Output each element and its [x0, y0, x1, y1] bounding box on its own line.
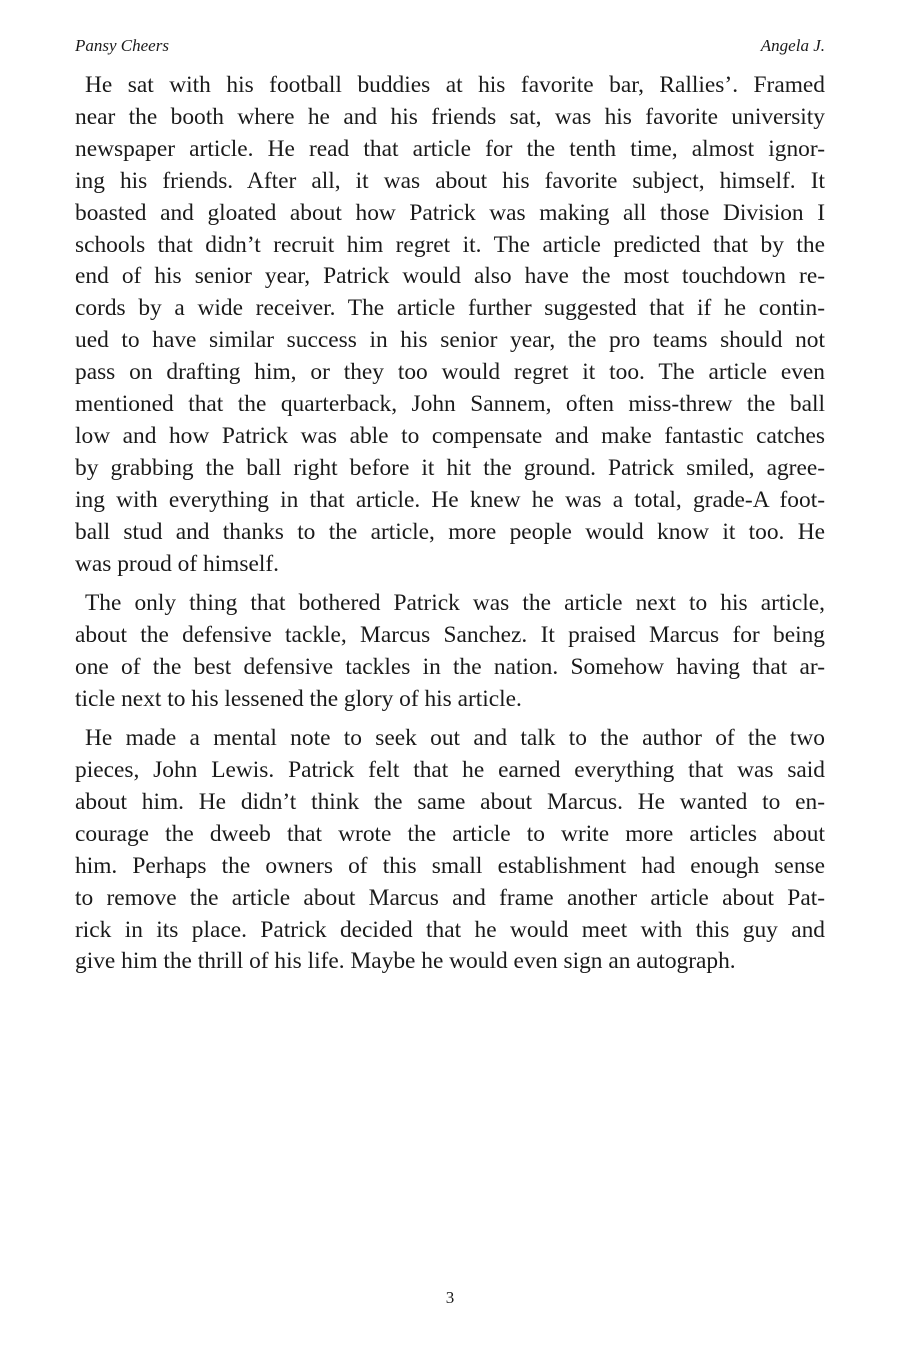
- text-line: by grabbing the ball right before it hit the ground. Patrick smiled, agree-: [75, 454, 825, 481]
- text-line: He sat with his football buddies at his favorite bar, Rallies’. Framed: [85, 72, 825, 98]
- text-line: was proud of himself.: [75, 550, 279, 577]
- text-line: He made a mental note to seek out and talk to the author of the two: [85, 725, 825, 752]
- text-line: low and how Patrick was able to compensate and make fantastic catches: [75, 422, 825, 449]
- text-line: ticle next to his lessened the glory of his article.: [75, 685, 522, 712]
- text-line: pieces, John Lewis. Patrick felt that he earned everything that was said: [75, 757, 825, 784]
- text-line: to remove the article about Marcus and frame another article about Pat-: [75, 884, 825, 911]
- text-line: boasted and gloated about how Patrick was making all those Division I: [75, 199, 825, 226]
- text-line: ing his friends. After all, it was about his favorite subject, himself. It: [75, 167, 825, 194]
- text-line: pass on drafting him, or they too would regret it too. The article even: [75, 359, 825, 386]
- text-line: one of the best defensive tackles in the nation. Somehow having that ar-: [75, 653, 825, 680]
- text-line: The only thing that bothered Patrick was the article next to his article,: [85, 590, 825, 616]
- text-line: courage the dweeb that wrote the article to write more articles about: [75, 820, 825, 847]
- text-line: newspaper article. He read that article for the tenth time, almost ignor-: [75, 135, 825, 162]
- text-line: end of his senior year, Patrick would also have the most touchdown re-: [75, 263, 825, 290]
- text-line: rick in its place. Patrick decided that he would meet with this guy and: [75, 916, 825, 943]
- text-line: mentioned that the quarterback, John Sannem, often miss-threw the ball: [75, 391, 825, 418]
- paragraph: [75, 723, 825, 978]
- page-body: [75, 70, 825, 986]
- paragraph: [75, 588, 825, 716]
- text-line: about him. He didn’t think the same about Marcus. He wanted to en-: [75, 788, 825, 815]
- text-line: give him the thrill of his life. Maybe he would even sign an autograph.: [75, 948, 736, 975]
- text-line: ued to have similar success in his senior year, the pro teams should not: [75, 327, 825, 354]
- book-title: Pansy Cheers: [75, 36, 169, 55]
- page-number: 3: [445, 1288, 455, 1307]
- text-line: him. Perhaps the owners of this small establishment had enough sense: [75, 852, 825, 879]
- text-line: ball stud and thanks to the article, more people would know it too. He: [75, 518, 825, 545]
- paragraph: [75, 70, 825, 581]
- running-header: [75, 36, 825, 58]
- author-name: Angela J.: [760, 36, 825, 55]
- text-line: cords by a wide receiver. The article further suggested that if he contin-: [75, 295, 825, 322]
- text-line: ing with everything in that article. He knew he was a total, grade-A foot-: [75, 486, 825, 513]
- text-line: about the defensive tackle, Marcus Sanchez. It praised Marcus for being: [75, 621, 825, 648]
- text-line: near the booth where he and his friends sat, was his favorite university: [75, 103, 825, 130]
- text-line: schools that didn’t recruit him regret it. The article predicted that by the: [75, 231, 825, 258]
